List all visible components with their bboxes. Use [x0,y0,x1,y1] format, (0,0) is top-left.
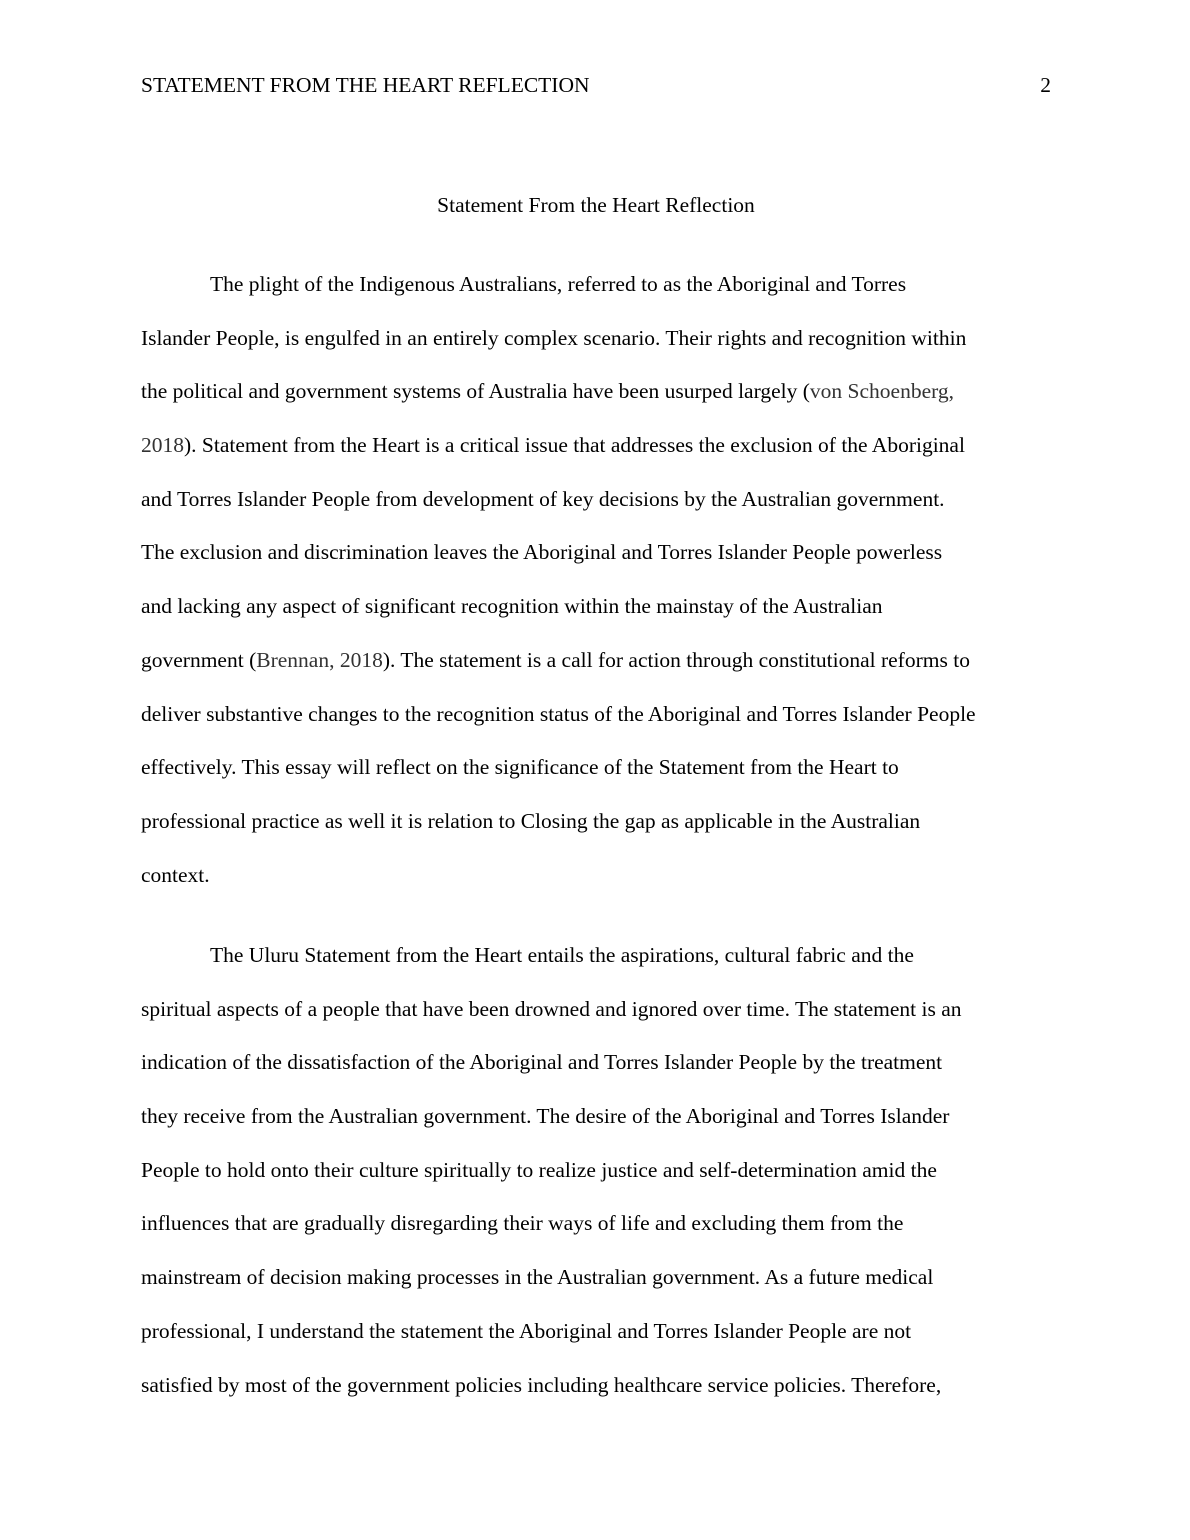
line-text: professional, I understand the statement the Aboriginal and Torres Islander People are not [141,1318,912,1343]
paragraph-line [141,473,1051,527]
paragraph-1 [141,258,1051,902]
line-text: and Torres Islander People from development of key decisions by the Australian government. [141,486,945,511]
page-number: 2 [1040,73,1051,97]
paragraph-line [141,258,1051,312]
line-text: influences that are gradually disregarding their ways of life and excluding them from the [141,1211,904,1236]
paragraph-line [141,741,1051,795]
line-text: The exclusion and discrimination leaves the Aboriginal and Torres Islander People powerless [141,540,943,565]
document-title: Statement From the Heart Reflection [437,193,755,217]
paragraph-line [141,365,1051,419]
line-text: the political and government systems of Australia have been usurped largely ( [141,379,810,404]
citation-text: Brennan, 2018 [256,647,383,672]
line-text: The plight of the Indigenous Australians, referred to as the Aboriginal and Torres [210,272,907,296]
line-text: effectively. This essay will reflect on the significance of the Statement from the Heart to [141,755,899,780]
paragraph-line [141,419,1051,473]
line-text: indication of the dissatisfaction of the Aboriginal and Torres Islander People by the treatment [141,1050,943,1075]
line-text: mainstream of decision making processes in the Australian government. As a future medical [141,1265,934,1290]
paragraph-2 [141,929,1051,1412]
line-text: context. [141,862,210,887]
paragraph-line [141,580,1051,634]
line-text: People to hold onto their culture spiritually to realize justice and self-determination amid the [141,1157,937,1182]
running-head: STATEMENT FROM THE HEART REFLECTION [141,73,590,97]
paragraph-line [141,526,1051,580]
paragraph-line [141,1036,1051,1090]
line-text: they receive from the Australian government. The desire of the Aboriginal and Torres Islander [141,1104,950,1129]
line-text: deliver substantive changes to the recognition status of the Aboriginal and Torres Islander People [141,701,976,726]
paragraph-line [141,1197,1051,1251]
paragraph-line [141,634,1051,688]
line-text: ). Statement from the Heart is a critical issue that addresses the exclusion of the Aboriginal [184,433,965,458]
paragraph-line [141,1090,1051,1144]
paragraph-line [141,929,1051,983]
paragraph-line [141,983,1051,1037]
line-text: and lacking any aspect of significant recognition within the mainstay of the Australian [141,594,883,619]
paragraph-line [141,795,1051,849]
line-text: ). The statement is a call for action through constitutional reforms to [382,647,970,672]
paragraph-line [141,1144,1051,1198]
line-text: professional practice as well it is relation to Closing the gap as applicable in the Australian [141,808,921,833]
paragraph-line [141,312,1051,366]
paragraph-line [141,1251,1051,1305]
line-text: spiritual aspects of a people that have been drowned and ignored over time. The statement is an [141,996,962,1021]
page-header [141,70,1051,100]
paragraph-line [141,1305,1051,1359]
citation-text: von Schoenberg, [809,379,955,404]
line-text: The Uluru Statement from the Heart entails the aspirations, cultural fabric and the [210,943,914,967]
line-text: satisfied by most of the government policies including healthcare service policies. Therefore, [141,1372,942,1397]
paragraph-line [141,849,1051,903]
line-text: government ( [141,647,257,672]
paragraph-line [141,688,1051,742]
citation-text: 2018 [141,433,184,458]
paragraph-line [141,1359,1051,1413]
line-text: Islander People, is engulfed in an entirely complex scenario. Their rights and recognition within [141,325,967,350]
